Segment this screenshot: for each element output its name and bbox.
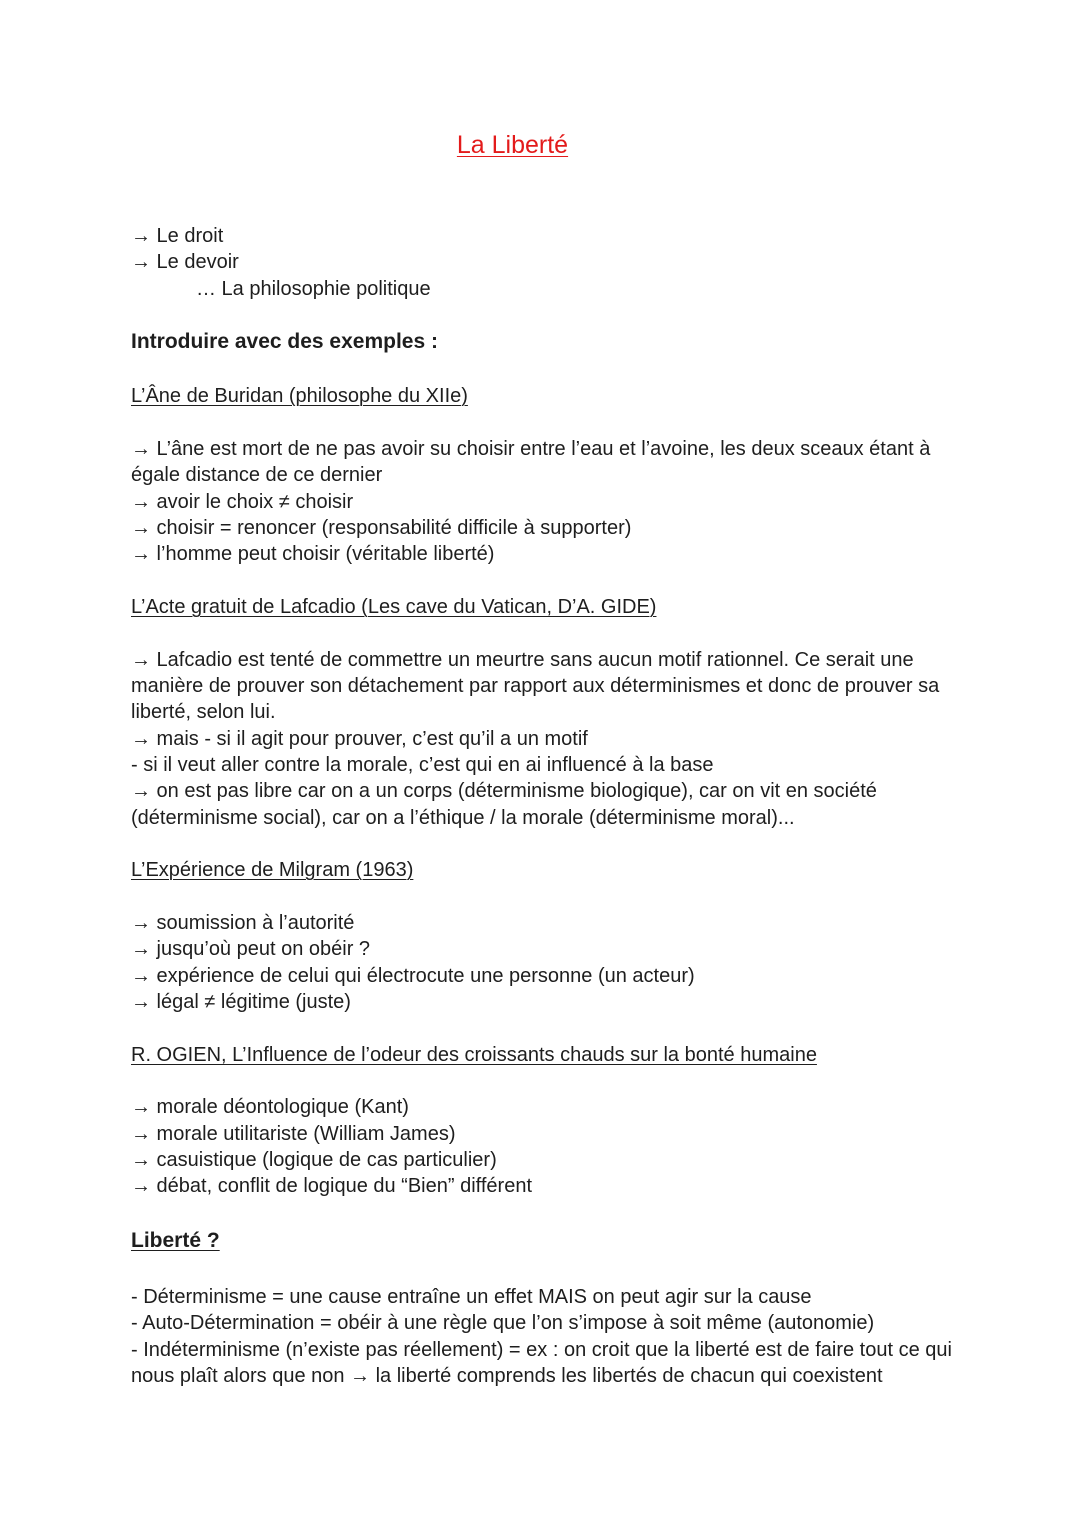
paragraph-line: → expérience de celui qui électrocute une personne (un acteur) — [131, 965, 695, 987]
example-title-ogien: R. OGIEN, L’Influence de l’odeur des croissants chauds sur la bonté humaine — [131, 1044, 817, 1066]
paragraph-line: - Auto-Détermination = obéir à une règle que l’on s’impose à soit même (autonomie) — [131, 1312, 875, 1334]
example-title-buridan: L’Âne de Buridan (philosophe du XIIe) — [131, 385, 468, 407]
paragraph-line: (déterminisme social), car on a l’éthique / la morale (déterminisme moral)... — [131, 807, 795, 829]
paragraph-line: → l’homme peut choisir (véritable liberté) — [131, 543, 495, 565]
paragraph-line: → casuistique (logique de cas particulier) — [131, 1149, 497, 1171]
section-heading: Introduire avec des exemples : — [131, 330, 438, 353]
section-heading-liberte: Liberté ? — [131, 1229, 220, 1252]
example-title-milgram: L’Expérience de Milgram (1963) — [131, 859, 414, 881]
paragraph-line: → choisir = renoncer (responsabilité difficile à supporter) — [131, 517, 632, 539]
paragraph-line: - Indéterminisme (n’existe pas réellement) = ex : on croit que la liberté est de faire tout ce qui — [131, 1339, 952, 1361]
paragraph-line: → on est pas libre car on a un corps (déterminisme biologique), car on vit en société — [131, 780, 877, 802]
paragraph-line: → jusqu’où peut on obéir ? — [131, 938, 371, 960]
paragraph-line: → débat, conflit de logique du “Bien” différent — [131, 1175, 532, 1197]
paragraph-line: → mais - si il agit pour prouver, c’est qu’il a un motif — [131, 728, 588, 750]
paragraph-line: manière de prouver son détachement par rapport aux déterminismes et donc de prouver sa — [131, 675, 940, 697]
intro-item: … La philosophie politique — [196, 278, 431, 300]
paragraph-line: → avoir le choix ≠ choisir — [131, 491, 354, 513]
paragraph-line: - si il veut aller contre la morale, c’est qui en ai influencé à la base — [131, 754, 714, 776]
paragraph-line: égale distance de ce dernier — [131, 464, 383, 486]
paragraph-line: - Déterminisme = une cause entraîne un effet MAIS on peut agir sur la cause — [131, 1286, 812, 1308]
paragraph-line: → L’âne est mort de ne pas avoir su choisir entre l’eau et l’avoine, les deux sceaux étant à — [131, 438, 931, 460]
paragraph-line: → morale utilitariste (William James) — [131, 1123, 456, 1145]
paragraph-line: → Lafcadio est tenté de commettre un meurtre sans aucun motif rationnel. Ce serait une — [131, 649, 914, 671]
intro-item: → Le devoir — [131, 251, 239, 273]
example-title-lafcadio: L’Acte gratuit de Lafcadio (Les cave du Vatican, D’A. GIDE) — [131, 596, 657, 618]
paragraph-line: → soumission à l’autorité — [131, 912, 355, 934]
paragraph-line: → morale déontologique (Kant) — [131, 1096, 409, 1118]
paragraph-line: → légal ≠ légitime (juste) — [131, 991, 351, 1013]
paragraph-line: liberté, selon lui. — [131, 701, 276, 723]
intro-item: → Le droit — [131, 225, 224, 247]
paragraph-line: nous plaît alors que non → la liberté comprends les libertés de chacun qui coexistent — [131, 1365, 883, 1387]
document-title: La Liberté — [456, 131, 569, 159]
